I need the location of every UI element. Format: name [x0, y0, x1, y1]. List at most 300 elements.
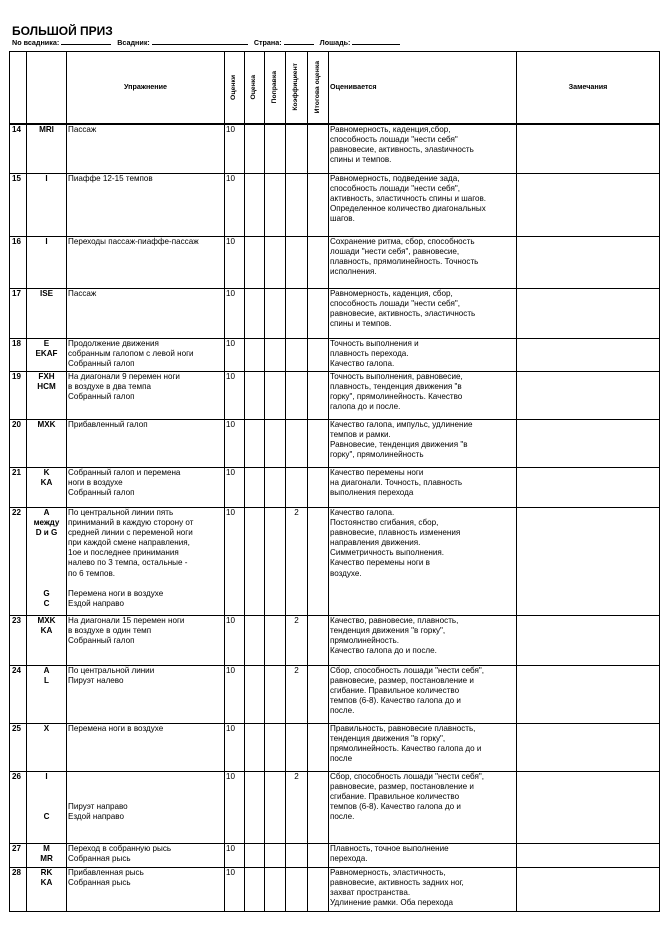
mark-input[interactable]	[245, 339, 265, 372]
final-mark-input[interactable]	[308, 616, 329, 666]
arena-letters: L	[44, 676, 49, 686]
arena-letters: D и G	[35, 528, 58, 538]
mark-input[interactable]	[245, 616, 265, 666]
arena-letters: MXK	[37, 616, 56, 625]
row-number: 19	[10, 372, 27, 420]
correction-input[interactable]	[265, 616, 286, 666]
rider-label: Всадник:	[117, 38, 150, 47]
header-mark: Оценка	[245, 52, 265, 124]
assessed-cell	[329, 616, 517, 666]
max-marks: 10	[225, 124, 245, 174]
remarks-input[interactable]	[517, 508, 660, 616]
exercise-text: Продолжение движения	[68, 339, 159, 348]
assessed-cell	[329, 772, 517, 844]
arena-letters: KA	[40, 626, 53, 636]
arena-letters: FXH	[38, 372, 55, 381]
assessed-cell	[329, 724, 517, 772]
exercise-text: Прибавленный галоп	[68, 420, 148, 429]
table-row	[10, 468, 660, 508]
exercise-cell	[67, 372, 225, 420]
row-number: 17	[10, 289, 27, 339]
assessed-text: лошади "нести себя", равновесие,	[330, 247, 460, 257]
letters-cell	[27, 772, 67, 844]
exercise-text: Переходы пассаж-пиаффе-пассаж	[68, 237, 199, 246]
assessed-cell	[329, 237, 517, 289]
assessed-text: Качество перемены ноги в	[330, 558, 430, 568]
assessed-text: темпов (6-8). Качество галопа до и	[330, 802, 461, 812]
table-header-row	[10, 52, 660, 124]
correction-input[interactable]	[265, 237, 286, 289]
max-marks: 10	[225, 772, 245, 844]
assessed-text: равновесие, размер, постановление и	[330, 676, 474, 686]
max-marks: 10	[225, 844, 245, 868]
rider-number-label: No всадника:	[12, 38, 60, 47]
arena-letters: MRI	[39, 124, 54, 134]
assessed-cell	[329, 420, 517, 468]
max-marks: 10	[225, 289, 245, 339]
remarks-input[interactable]	[517, 616, 660, 666]
assessed-text: Качество галопа, импульс, удлинение	[330, 420, 473, 429]
table-row	[10, 289, 660, 339]
assessed-text: Точность выполнения и	[330, 339, 419, 348]
mark-input[interactable]	[245, 868, 265, 912]
assessed-text: воздухе.	[330, 568, 362, 578]
exercise-text: в воздухе в два темпа	[68, 382, 151, 392]
coefficient	[286, 372, 308, 420]
mark-input[interactable]	[245, 468, 265, 508]
max-marks: 10	[225, 420, 245, 468]
arena-letters	[28, 792, 65, 802]
assessed-text: темпов и рамки.	[330, 430, 391, 440]
letters-cell	[27, 868, 67, 912]
table-row	[10, 868, 660, 912]
assessed-text: равновесие, плавность изменения	[330, 528, 461, 538]
header-letters	[27, 52, 67, 124]
exercise-text: при каждой смене направления,	[68, 538, 190, 548]
exercise-text: Пассаж	[68, 289, 97, 298]
page-title: БОЛЬШОЙ ПРИЗ	[12, 24, 113, 38]
assessed-text: Равновесие, тенденция движения "в	[330, 440, 468, 450]
exercise-text: Пиаффе 12-15 темпов	[68, 174, 153, 183]
assessed-text: темпов (6-8). Качество галопа до и	[330, 696, 461, 706]
letters-cell	[27, 724, 67, 772]
correction-input[interactable]	[265, 468, 286, 508]
exercise-text: налево по 3 темпа, остальные -	[68, 558, 188, 568]
exercise-text: Перемена ноги в воздухе	[68, 724, 164, 733]
assessed-text: Плавность, точное выполнение	[330, 844, 449, 853]
assessed-text: сгибание. Правильное количество	[330, 686, 460, 696]
correction-input[interactable]	[265, 339, 286, 372]
row-number: 24	[10, 666, 27, 724]
assessed-text: перехода.	[330, 854, 368, 864]
exercise-text: собранным галопом с левой ноги	[68, 349, 194, 359]
exercise-cell	[67, 772, 225, 844]
correction-input[interactable]	[265, 289, 286, 339]
coefficient	[286, 420, 308, 468]
assessed-text: Сбор, способность лошади "нести себя",	[330, 666, 484, 675]
arena-letters: K	[43, 468, 50, 477]
max-marks: 10	[225, 468, 245, 508]
coefficient	[286, 868, 308, 912]
arena-letters: I	[45, 174, 48, 183]
remarks-input[interactable]	[517, 420, 660, 468]
exercise-text	[68, 579, 223, 589]
coefficient: 2	[286, 508, 308, 616]
exercise-cell	[67, 237, 225, 289]
row-number: 18	[10, 339, 27, 372]
final-mark-input[interactable]	[308, 420, 329, 468]
table-row	[10, 372, 660, 420]
coefficient	[286, 237, 308, 289]
table-row	[10, 339, 660, 372]
remarks-input[interactable]	[517, 724, 660, 772]
exercise-text: Собранный галоп	[68, 488, 135, 498]
assessed-text: Правильность, равновесие плавность,	[330, 724, 476, 733]
letters-cell	[27, 339, 67, 372]
coefficient	[286, 844, 308, 868]
header-assessed: Оценивается	[329, 52, 517, 124]
horse-blank[interactable]	[352, 37, 400, 45]
letters-cell	[27, 124, 67, 174]
arena-letters	[28, 782, 65, 792]
correction-input[interactable]	[265, 666, 286, 724]
score-table	[9, 51, 660, 912]
header-number	[10, 52, 27, 124]
exercise-cell	[67, 666, 225, 724]
max-marks: 10	[225, 372, 245, 420]
max-marks: 10	[225, 616, 245, 666]
mark-input[interactable]	[245, 174, 265, 237]
arena-letters: M	[43, 844, 50, 853]
assessed-text: равновесие, активность задних ног,	[330, 878, 464, 888]
exercise-cell	[67, 289, 225, 339]
assessed-text: на диагонали. Точность, плавность	[330, 478, 463, 488]
arena-letters	[28, 569, 65, 579]
exercise-text: Собранный галоп и перемена	[68, 468, 181, 477]
exercise-text: Собранная рысь	[68, 854, 131, 864]
coefficient	[286, 289, 308, 339]
max-marks: 10	[225, 174, 245, 237]
mark-input[interactable]	[245, 420, 265, 468]
arena-letters: A	[43, 508, 50, 517]
row-number: 16	[10, 237, 27, 289]
remarks-input[interactable]	[517, 772, 660, 844]
mark-input[interactable]	[245, 372, 265, 420]
row-number: 27	[10, 844, 27, 868]
assessed-text: Точность выполнения, равновесие,	[330, 372, 463, 381]
mark-input[interactable]	[245, 772, 265, 844]
mark-input[interactable]	[245, 508, 265, 616]
arena-letters: A	[43, 666, 50, 675]
coefficient: 2	[286, 772, 308, 844]
assessed-text: прямолинейность.	[330, 636, 399, 646]
final-mark-input[interactable]	[308, 174, 329, 237]
coefficient	[286, 468, 308, 508]
row-number: 22	[10, 508, 27, 616]
remarks-input[interactable]	[517, 124, 660, 174]
assessed-text: горку", прямолинейность. Качество	[330, 392, 463, 402]
header-coefficient: Коэффициент	[286, 52, 308, 124]
assessed-text: сгибание. Правильное количество	[330, 792, 460, 802]
assessed-text: Сбор, способность лошади "нести себя",	[330, 772, 484, 781]
correction-input[interactable]	[265, 508, 286, 616]
remarks-input[interactable]	[517, 468, 660, 508]
header-final: Итогова оценка	[308, 52, 329, 124]
remarks-input[interactable]	[517, 868, 660, 912]
exercise-text: Собранный галоп	[68, 392, 135, 402]
remarks-input[interactable]	[517, 666, 660, 724]
assessed-cell	[329, 124, 517, 174]
arena-letters: X	[43, 724, 50, 733]
assessed-text: Качество галопа до и после.	[330, 646, 437, 656]
final-mark-input[interactable]	[308, 237, 329, 289]
remarks-input[interactable]	[517, 289, 660, 339]
exercise-cell	[67, 868, 225, 912]
row-number: 20	[10, 420, 27, 468]
max-marks: 10	[225, 339, 245, 372]
final-mark-input[interactable]	[308, 339, 329, 372]
arena-letters: I	[45, 772, 48, 781]
correction-input[interactable]	[265, 844, 286, 868]
coefficient: 2	[286, 616, 308, 666]
mark-input[interactable]	[245, 124, 265, 174]
assessed-text: выполнения перехода	[330, 488, 414, 498]
assessed-text: равновесие, размер, постановление и	[330, 782, 474, 792]
table-row	[10, 724, 660, 772]
final-mark-input[interactable]	[308, 724, 329, 772]
exercise-text: Перемена ноги в воздухе	[68, 588, 164, 598]
mark-input[interactable]	[245, 237, 265, 289]
arena-letters: между	[33, 518, 60, 528]
horse-label: Лошадь:	[319, 38, 351, 47]
mark-input[interactable]	[245, 844, 265, 868]
rider-blank[interactable]	[152, 37, 248, 45]
exercise-text	[68, 782, 223, 792]
max-marks: 10	[225, 508, 245, 616]
table-row	[10, 174, 660, 237]
assessed-text: Равномерность, каденция, сбор,	[330, 289, 453, 298]
exercise-text: На диагонали 15 перемен ноги	[68, 616, 185, 625]
assessed-text: Постоянство сгибания, сбор,	[330, 518, 439, 528]
final-mark-input[interactable]	[308, 289, 329, 339]
row-number: 25	[10, 724, 27, 772]
letters-cell	[27, 420, 67, 468]
arena-letters: KA	[40, 878, 53, 888]
table-row	[10, 666, 660, 724]
correction-input[interactable]	[265, 772, 286, 844]
arena-letters: G	[43, 588, 50, 598]
arena-letters: C	[43, 598, 50, 608]
correction-input[interactable]	[265, 174, 286, 237]
arena-letters	[28, 579, 65, 589]
letters-cell	[27, 666, 67, 724]
coefficient	[286, 724, 308, 772]
assessed-text: галопа до и после.	[330, 402, 401, 412]
final-mark-input[interactable]	[308, 666, 329, 724]
final-mark-input[interactable]	[308, 868, 329, 912]
arena-letters: KA	[40, 478, 53, 488]
assessed-text: тенденция движения "в горку",	[330, 734, 446, 744]
arena-letters: ISE	[39, 289, 54, 298]
correction-input[interactable]	[265, 372, 286, 420]
header-fields	[12, 37, 404, 47]
max-marks: 10	[225, 237, 245, 289]
exercise-text: Пируэт налево	[68, 676, 124, 686]
arena-letters: RK	[40, 868, 53, 877]
assessed-text: Симметричность выполнения.	[330, 548, 445, 558]
assessed-text: Качество галопа.	[330, 508, 395, 517]
letters-cell	[27, 508, 67, 616]
assessed-text: Качество галопа.	[330, 359, 395, 369]
remarks-input[interactable]	[517, 237, 660, 289]
exercise-cell	[67, 420, 225, 468]
coefficient: 2	[286, 666, 308, 724]
assessed-text: захват пространства.	[330, 888, 411, 898]
assessed-text: плавность перехода.	[330, 349, 409, 359]
assessed-cell	[329, 174, 517, 237]
table-row	[10, 844, 660, 868]
correction-input[interactable]	[265, 868, 286, 912]
correction-input[interactable]	[265, 724, 286, 772]
final-mark-input[interactable]	[308, 124, 329, 174]
final-mark-input[interactable]	[308, 508, 329, 616]
exercise-cell	[67, 844, 225, 868]
assessed-text: плавность, прямолинейность. Точность	[330, 257, 479, 267]
assessed-text: тенденция движения "в горку",	[330, 626, 446, 636]
remarks-input[interactable]	[517, 174, 660, 237]
country-blank[interactable]	[284, 37, 314, 45]
final-mark-input[interactable]	[308, 468, 329, 508]
mark-input[interactable]	[245, 724, 265, 772]
assessed-text: после.	[330, 706, 355, 716]
assessed-cell	[329, 844, 517, 868]
exercise-text: Пассаж	[68, 124, 97, 134]
exercise-text: Ездой направо	[68, 598, 124, 608]
row-number: 21	[10, 468, 27, 508]
assessed-text: Определенное количество диагональных	[330, 204, 486, 214]
exercise-text: средней линии с переменой ноги	[68, 528, 193, 538]
arena-letters: C	[43, 812, 50, 822]
assessed-text: активность, эластичность спины и шагов.	[330, 194, 487, 204]
exercise-text: Собранный галоп	[68, 359, 135, 369]
correction-input[interactable]	[265, 420, 286, 468]
mark-input[interactable]	[245, 666, 265, 724]
exercise-text: Собранный галоп	[68, 636, 135, 646]
assessed-text: способность лошади "нести себя",	[330, 299, 460, 309]
exercise-text: Пируэт направо	[68, 802, 128, 812]
assessed-text: Равномерность, эластичность,	[330, 868, 446, 877]
assessed-text: способность лошади "нести себя",	[330, 184, 460, 194]
assessed-cell	[329, 508, 517, 616]
exercise-text	[68, 772, 223, 782]
remarks-input[interactable]	[517, 844, 660, 868]
header-exercise: Упражнение	[67, 52, 225, 124]
exercise-text: 1ое и последнее принимания	[68, 548, 179, 558]
remarks-input[interactable]	[517, 339, 660, 372]
assessed-text: Качество, равновесие, плавность,	[330, 616, 459, 625]
header-correction: Поправка	[265, 52, 286, 124]
assessed-text: после.	[330, 812, 355, 822]
exercise-cell	[67, 339, 225, 372]
letters-cell	[27, 237, 67, 289]
mark-input[interactable]	[245, 289, 265, 339]
arena-letters	[28, 548, 65, 558]
table-row	[10, 237, 660, 289]
exercise-text: приниманий в каждую сторону от	[68, 518, 194, 528]
final-mark-input[interactable]	[308, 844, 329, 868]
assessed-text: Равномерность, подведение зада,	[330, 174, 460, 183]
row-number: 28	[10, 868, 27, 912]
letters-cell	[27, 844, 67, 868]
row-number: 15	[10, 174, 27, 237]
exercise-text: Ездой направо	[68, 812, 124, 822]
assessed-text: исполнения.	[330, 267, 377, 277]
exercise-text: по 6 темпов.	[68, 568, 115, 578]
assessed-cell	[329, 289, 517, 339]
exercise-cell	[67, 468, 225, 508]
coefficient	[286, 124, 308, 174]
table-row	[10, 772, 660, 844]
arena-letters: MR	[40, 854, 53, 864]
table-row	[10, 124, 660, 174]
assessed-text: спины и темпов.	[330, 319, 392, 329]
exercise-cell	[67, 124, 225, 174]
table-row	[10, 420, 660, 468]
arena-letters	[28, 802, 65, 812]
exercise-text: в воздухе в один темп	[68, 626, 152, 636]
assessed-text: Качество перемены ноги	[330, 468, 424, 477]
exercise-text: На диагонали 9 перемен ноги	[68, 372, 180, 381]
max-marks: 10	[225, 666, 245, 724]
assessed-text: Удлинение рамки. Оба перехода	[330, 898, 454, 908]
arena-letters: E	[43, 339, 50, 348]
assessed-text: спины и темпов.	[330, 154, 392, 164]
correction-input[interactable]	[265, 124, 286, 174]
final-mark-input[interactable]	[308, 372, 329, 420]
coefficient	[286, 339, 308, 372]
exercise-text: Прибавленная рысь	[68, 868, 144, 877]
assessed-text: равновесие, активность, эластичность	[330, 309, 476, 319]
header-marks: Оценки	[225, 52, 245, 124]
assessed-text: направления движения.	[330, 538, 421, 548]
assessed-text: равновесие, активность, элastичность	[330, 144, 474, 154]
assessed-cell	[329, 666, 517, 724]
assessed-cell	[329, 868, 517, 912]
exercise-text: Переход в собранную рысь	[68, 844, 172, 853]
assessed-cell	[329, 339, 517, 372]
table-row	[10, 616, 660, 666]
assessed-text: прямолинейность. Качество галопа до и	[330, 744, 482, 754]
assessed-text: горку", прямолинейность	[330, 450, 424, 460]
final-mark-input[interactable]	[308, 772, 329, 844]
max-marks: 10	[225, 724, 245, 772]
remarks-input[interactable]	[517, 372, 660, 420]
assessed-text: способность лошади "нести себя"	[330, 134, 458, 144]
table-row	[10, 508, 660, 616]
arena-letters: MXK	[37, 420, 56, 429]
country-label: Страна:	[253, 38, 282, 47]
arena-letters: EKAF	[35, 349, 58, 359]
letters-cell	[27, 616, 67, 666]
arena-letters: I	[45, 237, 48, 246]
assessed-text: Равномерность, каденция,сбор,	[330, 124, 451, 134]
letters-cell	[27, 372, 67, 420]
assessed-cell	[329, 468, 517, 508]
rider-number-blank[interactable]	[61, 37, 111, 45]
arena-letters	[28, 558, 65, 568]
exercise-text: ноги в воздухе	[68, 478, 123, 488]
coefficient	[286, 174, 308, 237]
